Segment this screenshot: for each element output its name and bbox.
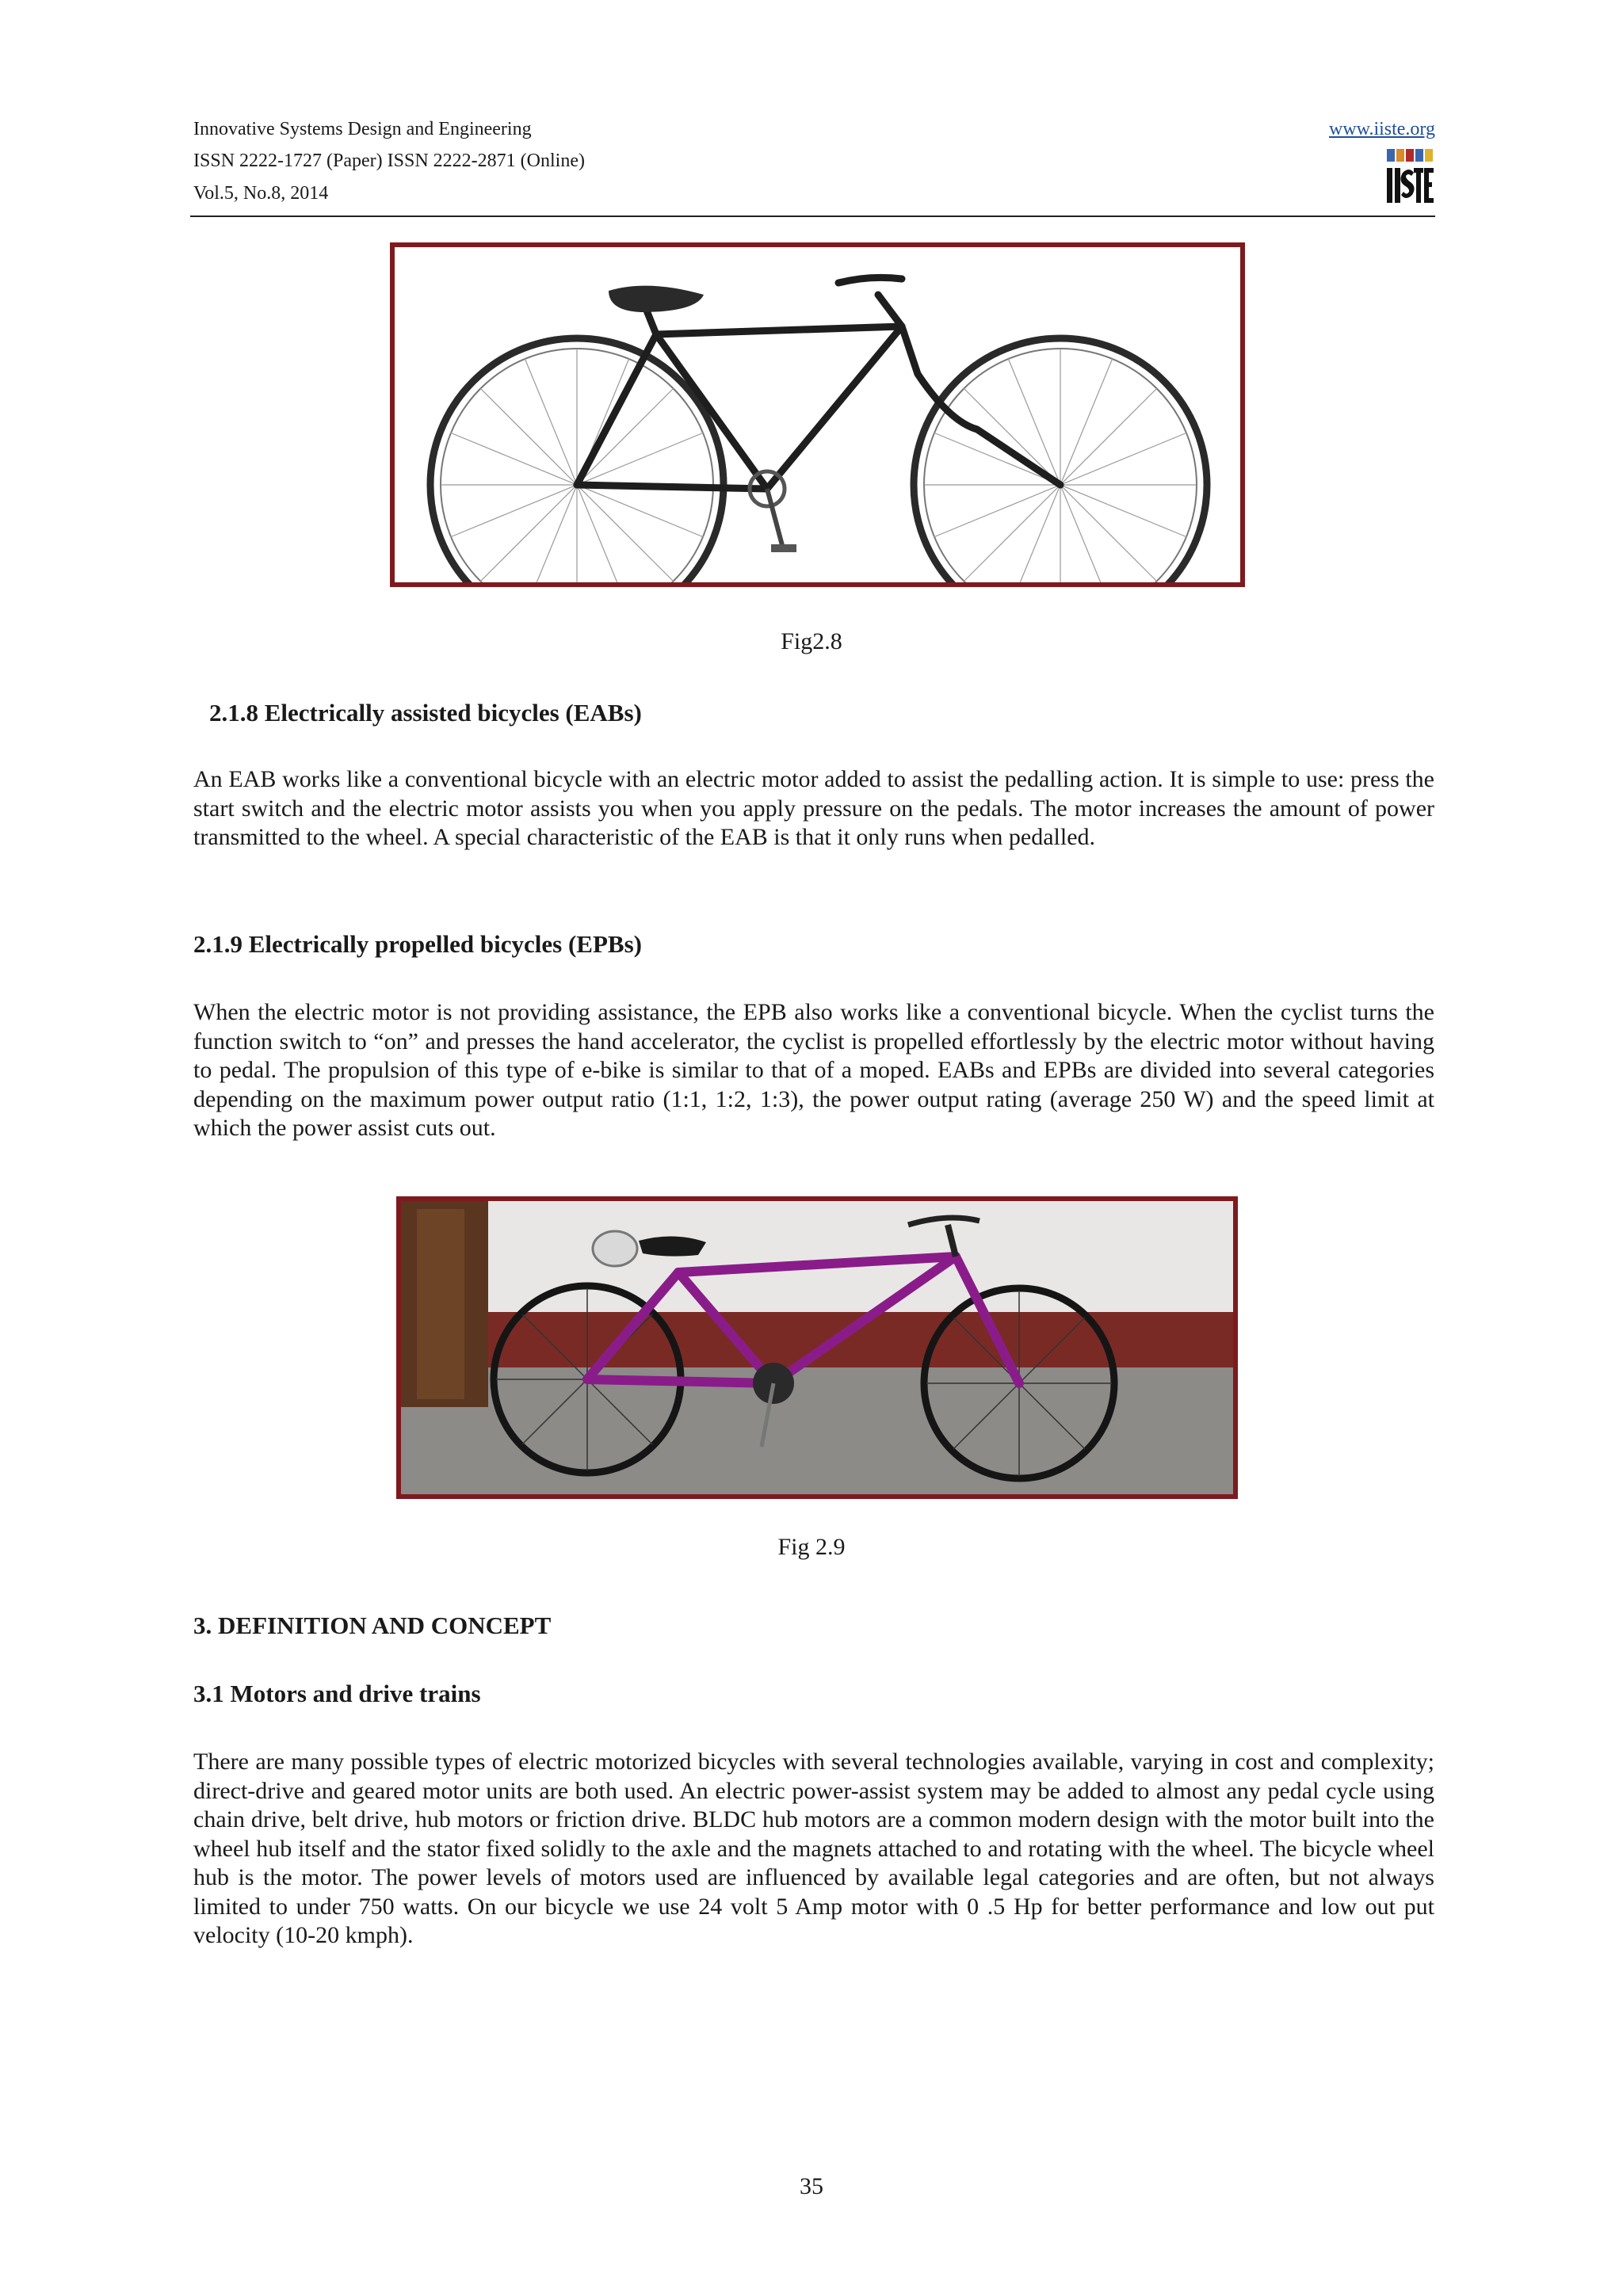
figure-2-9-caption: Fig 2.9 xyxy=(777,1534,846,1560)
section-heading: 3.1 Motors and drive trains xyxy=(193,1680,481,1707)
page-number: 35 xyxy=(800,2173,823,2199)
iiste-logo-icon xyxy=(1385,147,1436,206)
issn-line: ISSN 2222-1727 (Paper) ISSN 2222-2871 (Online) xyxy=(193,151,585,171)
purple-electric-bicycle-photo-icon xyxy=(401,1201,1233,1494)
section-heading: 2.1.9 Electrically propelled bicycles (EPBs) xyxy=(193,930,642,958)
section-paragraph: When the electric motor is not providing assistance, the EPB also works like a conventional bicycle. When the cyclist turns the function switch to “on” and presses the hand accelerator, the cyclist is propelled effortlessly by the electric motor without having to pedal. The propulsion of this type of e-bike is similar to that of a moped. EABs and EPBs are divided into several categories depending on the maximum power output ratio (1:1, 1:2, 1:3), the power output rating (average 250 W) and the speed limit at which the power assist cuts out. xyxy=(193,999,1434,1141)
figure-2-8 xyxy=(390,242,1245,587)
figure-2-9 xyxy=(396,1196,1238,1499)
journal-name: Innovative Systems Design and Engineering xyxy=(193,119,532,139)
classic-bicycle-photo-icon xyxy=(395,247,1240,582)
volume-line: Vol.5, No.8, 2014 xyxy=(193,183,329,204)
section-paragraph: There are many possible types of electric motorized bicycles with several technologies available, varying in cost and complexity; direct-drive and geared motor units are both used. An electric power-assist system may be added to almost any pedal cycle using chain drive, belt drive, hub motors or friction drive. BLDC hub motors are a common modern design with the motor built into the wheel hub itself and the stator fixed solidly to the axle and the magnets attached to and rotating with the wheel. The bicycle wheel hub is the motor. The power levels of motors used are influenced by available legal categories and are often, but not always limited to under 750 watts. On our bicycle we use 24 volt 5 Amp motor with 0 .5 Hp for better performance and low out put velocity (10-20 kmph). xyxy=(193,1749,1434,1948)
section-paragraph: An EAB works like a conventional bicycle with an electric motor added to assist the pedalling action. It is simple to use: press the start switch and the electric motor assists you when you apply pressure on the pedals. The motor increases the amount of power transmitted to the wheel. A special characteristic of the EAB is that it only runs when pedalled. xyxy=(193,766,1434,850)
iiste-logo xyxy=(1385,147,1436,206)
website-link[interactable]: www.iiste.org xyxy=(1329,119,1435,139)
figure-2-8-caption: Fig2.8 xyxy=(781,628,842,654)
header-rule xyxy=(190,215,1435,217)
section-heading: 2.1.8 Electrically assisted bicycles (EABs) xyxy=(209,699,642,727)
section-heading: 3. DEFINITION AND CONCEPT xyxy=(193,1611,552,1639)
